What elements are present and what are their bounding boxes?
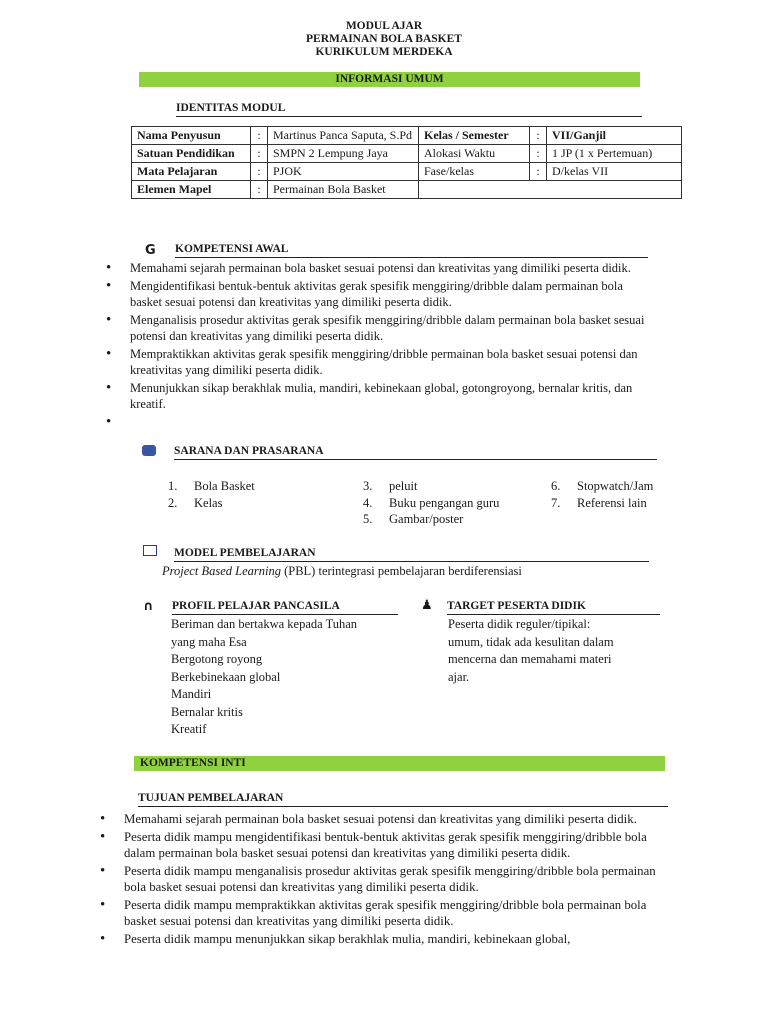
list-item: • Peserta didik mampu mengidentifikasi bentuk-bentuk aktivitas gerak spesifik menggiring/dribble bola dalam permainan bola basket sesuai potensi dan kreativitas yang dimiliki peserta didik.	[100, 829, 675, 862]
list-item: 6. Stopwatch/Jam	[551, 479, 654, 493]
list-item: Bernalar kritis	[171, 704, 243, 719]
list-item: Kreatif	[171, 722, 207, 736]
table-row	[132, 163, 682, 181]
list-item: 5. Gambar/poster	[363, 512, 464, 526]
heading-target-peserta: TARGET PESERTA DIDIK	[447, 598, 660, 615]
cell-label: Nama Penyusun	[132, 127, 251, 145]
target-description: Peserta didik reguler/tipikal: umum, tidak ada kesulitan dalam mencerna dan memahami materi ajar.	[448, 617, 614, 684]
cell-colon: :	[530, 127, 547, 145]
cell-value: Permainan Bola Basket	[268, 181, 419, 199]
list-item: Berkebinekaan global	[171, 669, 281, 684]
section-bar-informasi-umum: INFORMASI UMUM	[139, 72, 640, 87]
heading-kompetensi-awal: KOMPETENSI AWAL	[175, 241, 648, 258]
person-icon: ∩	[143, 599, 154, 614]
cell-label: Kelas / Semester	[419, 127, 530, 145]
doc-title-line-2: PERMAINAN BOLA BASKET	[306, 33, 462, 45]
cell-empty	[419, 181, 682, 199]
cell-label: Mata Pelajaran	[132, 163, 251, 181]
list-item: 4. Buku pengangan guru	[363, 495, 500, 510]
cell-colon: :	[530, 163, 547, 181]
heading-model-pembelajaran: MODEL PEMBELAJARAN	[174, 545, 649, 562]
students-icon: ♟	[421, 598, 433, 613]
cell-value: VII/Ganjil	[547, 127, 682, 145]
sarana-list-col-1	[168, 478, 255, 511]
list-item: 1. Bola Basket	[168, 479, 255, 493]
table-row	[132, 127, 682, 145]
list-item: • Menunjukkan sikap berakhlak mulia, mandiri, kebinekaan global, gotongroyong, bernalar kritis, dan kreatif.	[106, 380, 646, 413]
cell-value: SMPN 2 Lempung Jaya	[268, 145, 419, 163]
cell-label: Alokasi Waktu	[419, 145, 530, 163]
cell-colon: :	[530, 145, 547, 163]
list-item: • Peserta didik mampu menunjukkan sikap berakhlak mulia, mandiri, kebinekaan global,	[100, 931, 675, 948]
list-item: • Menganalisis prosedur aktivitas gerak spesifik menggiring/dribble dalam permainan bola basket sesuai potensi dan kreativitas yang dimiliki peserta didik.	[106, 312, 646, 345]
section-bar-kompetensi-inti: KOMPETENSI INTI	[134, 756, 665, 771]
cell-label: Fase/kelas	[419, 163, 530, 181]
cell-value: D/kelas VII	[547, 163, 682, 181]
cell-colon: :	[251, 163, 268, 181]
sarana-list-col-2	[363, 478, 499, 528]
heading-profil-pelajar: PROFIL PELAJAR PANCASILA	[172, 598, 398, 615]
list-item: 2. Kelas	[168, 495, 223, 510]
tools-icon	[142, 445, 156, 456]
cell-colon: :	[251, 181, 268, 199]
table-row	[132, 145, 682, 163]
cell-value: PJOK	[268, 163, 419, 181]
list-item: • Peserta didik mampu mempraktikkan aktivitas gerak spesifik menggiring/dribble bola permainan bola basket sesuai potensi dan kreativitas yang dimiliki peserta didik.	[100, 897, 675, 930]
heading-tujuan-pembelajaran: TUJUAN PEMBELAJARAN	[138, 790, 668, 807]
list-item: Bergotong royong	[171, 652, 263, 666]
list-item: • Memahami sejarah permainan bola basket sesuai potensi dan kreativitas yang dimiliki peserta didik.	[100, 811, 675, 828]
table-row	[132, 181, 682, 199]
doc-title-line-1: MODUL AJAR	[345, 20, 423, 32]
identity-table	[131, 126, 682, 199]
list-item: • Mengidentifikasi bentuk-bentuk aktivitas gerak spesifik menggiring/dribble dalam permainan bola basket sesuai potensi dan kreativitas yang dimiliki peserta didik.	[106, 278, 646, 311]
list-item: • Mempraktikkan aktivitas gerak spesifik menggiring/dribble permainan bola basket sesuai potensi dan kreativitas yang dimiliki peserta didik.	[106, 346, 646, 379]
list-item: 3. peluit	[363, 479, 418, 493]
cell-value: 1 JP (1 x Pertemuan)	[547, 145, 682, 163]
list-item: • Peserta didik mampu menganalisis prosedur aktivitas gerak spesifik menggiring/dribble bola permainan bola basket sesuai potensi dan kreativitas yang dimiliki peserta didik.	[100, 863, 675, 896]
cell-label: Satuan Pendidikan	[132, 145, 251, 163]
heading-identitas-modul: IDENTITAS MODUL	[176, 100, 642, 117]
model-description: Project Based Learning (PBL) terintegrasi pembelajaran berdiferensiasi	[162, 564, 522, 578]
list-item: yang maha Esa	[171, 634, 247, 649]
list-item: Beriman dan bertakwa kepada Tuhan	[171, 617, 358, 631]
cell-label: Elemen Mapel	[132, 181, 251, 199]
kompetensi-awal-list	[106, 260, 646, 414]
profil-list	[171, 616, 357, 739]
doc-title-line-3: KURIKULUM MERDEKA	[315, 46, 453, 58]
cell-value: Martinus Panca Saputa, S.Pd	[268, 127, 419, 145]
list-item: Mandiri	[171, 687, 212, 701]
list-item: 7. Referensi lain	[551, 495, 647, 510]
cell-colon: :	[251, 145, 268, 163]
g-logo-icon: G	[145, 243, 156, 258]
list-item: • Memahami sejarah permainan bola basket sesuai potensi dan kreativitas yang dimiliki peserta didik.	[106, 260, 646, 277]
sarana-list-col-3	[551, 478, 653, 511]
tujuan-list	[100, 811, 675, 948]
cell-colon: :	[251, 127, 268, 145]
edit-icon	[143, 545, 157, 556]
heading-sarana-prasarana: SARANA DAN PRASARANA	[174, 443, 657, 460]
